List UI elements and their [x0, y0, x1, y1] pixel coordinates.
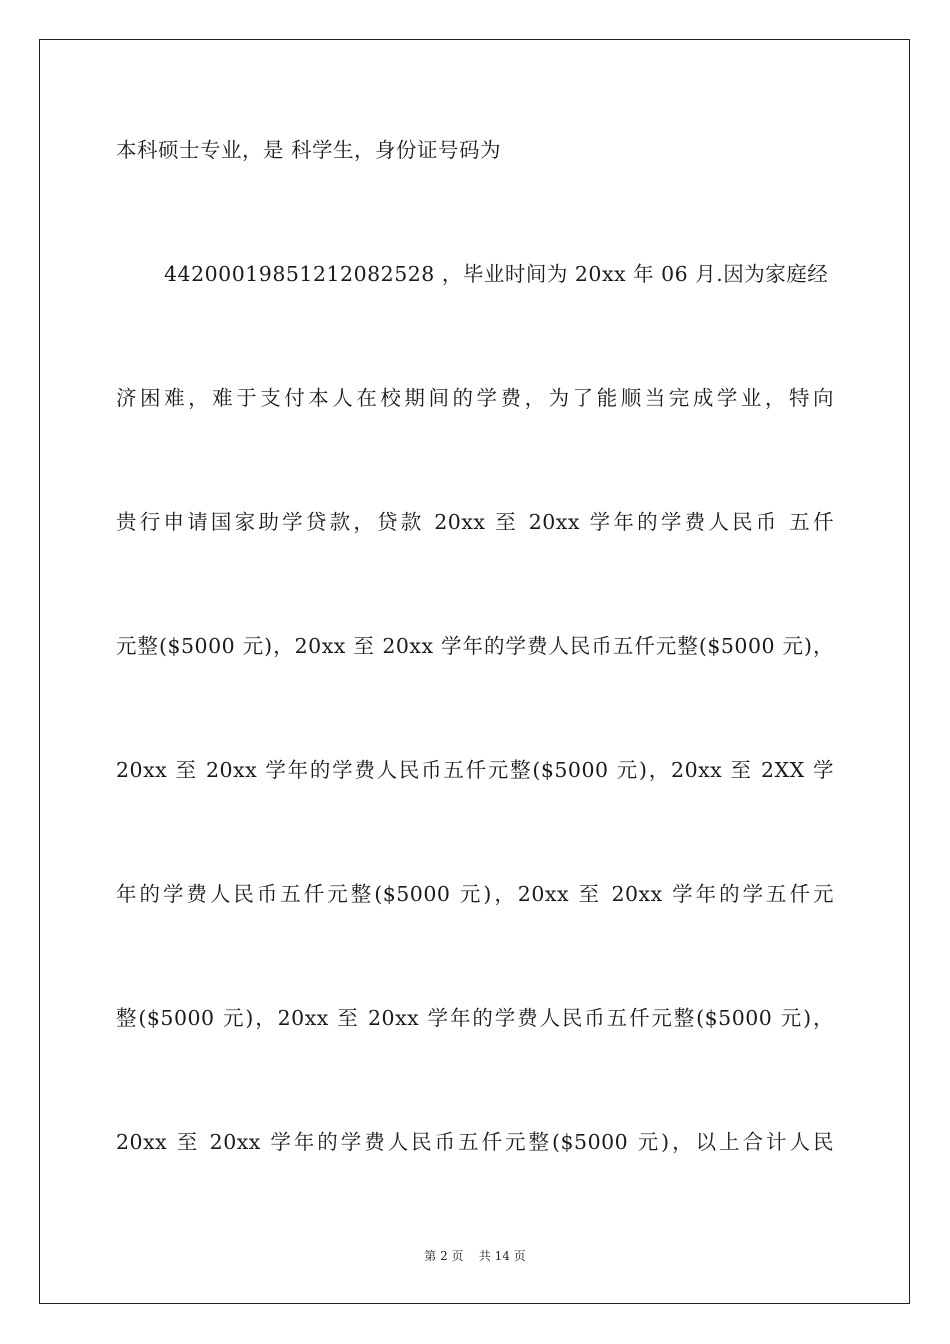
text-line: 年的学费人民币五仟元整($5000 元)，20xx 至 20xx 学年的学五仟元: [116, 882, 834, 906]
page-border: [39, 39, 910, 1304]
page-footer: [0, 1248, 950, 1264]
text-line: 20xx 至 20xx 学年的学费人民币五仟元整($5000 元)，20xx 至 2XX 学: [116, 758, 834, 782]
text-line: 济困难，难于支付本人在校期间的学费，为了能顺当完成学业，特向: [116, 386, 834, 410]
text-line: 元整($5000 元)，20xx 至 20xx 学年的学费人民币五仟元整($5000 元)，: [116, 634, 834, 658]
text-line: 整($5000 元)，20xx 至 20xx 学年的学费人民币五仟元整($5000 元)，: [116, 1006, 834, 1030]
page-number: 第 2 页: [424, 1249, 464, 1263]
text-line: 本科硕士专业，是 科学生，身份证号码为: [116, 138, 502, 162]
text-line: 贵行申请国家助学贷款，贷款 20xx 至 20xx 学年的学费人民币 五仟: [116, 510, 834, 534]
text-line: 20xx 至 20xx 学年的学费人民币五仟元整($5000 元)，以上合计人民: [116, 1130, 834, 1154]
text-line: 442000198512120825​28 ，毕业时间为 20xx 年 06 月.因为家庭经: [164, 262, 829, 286]
page-total: 共 14 页: [478, 1249, 526, 1263]
